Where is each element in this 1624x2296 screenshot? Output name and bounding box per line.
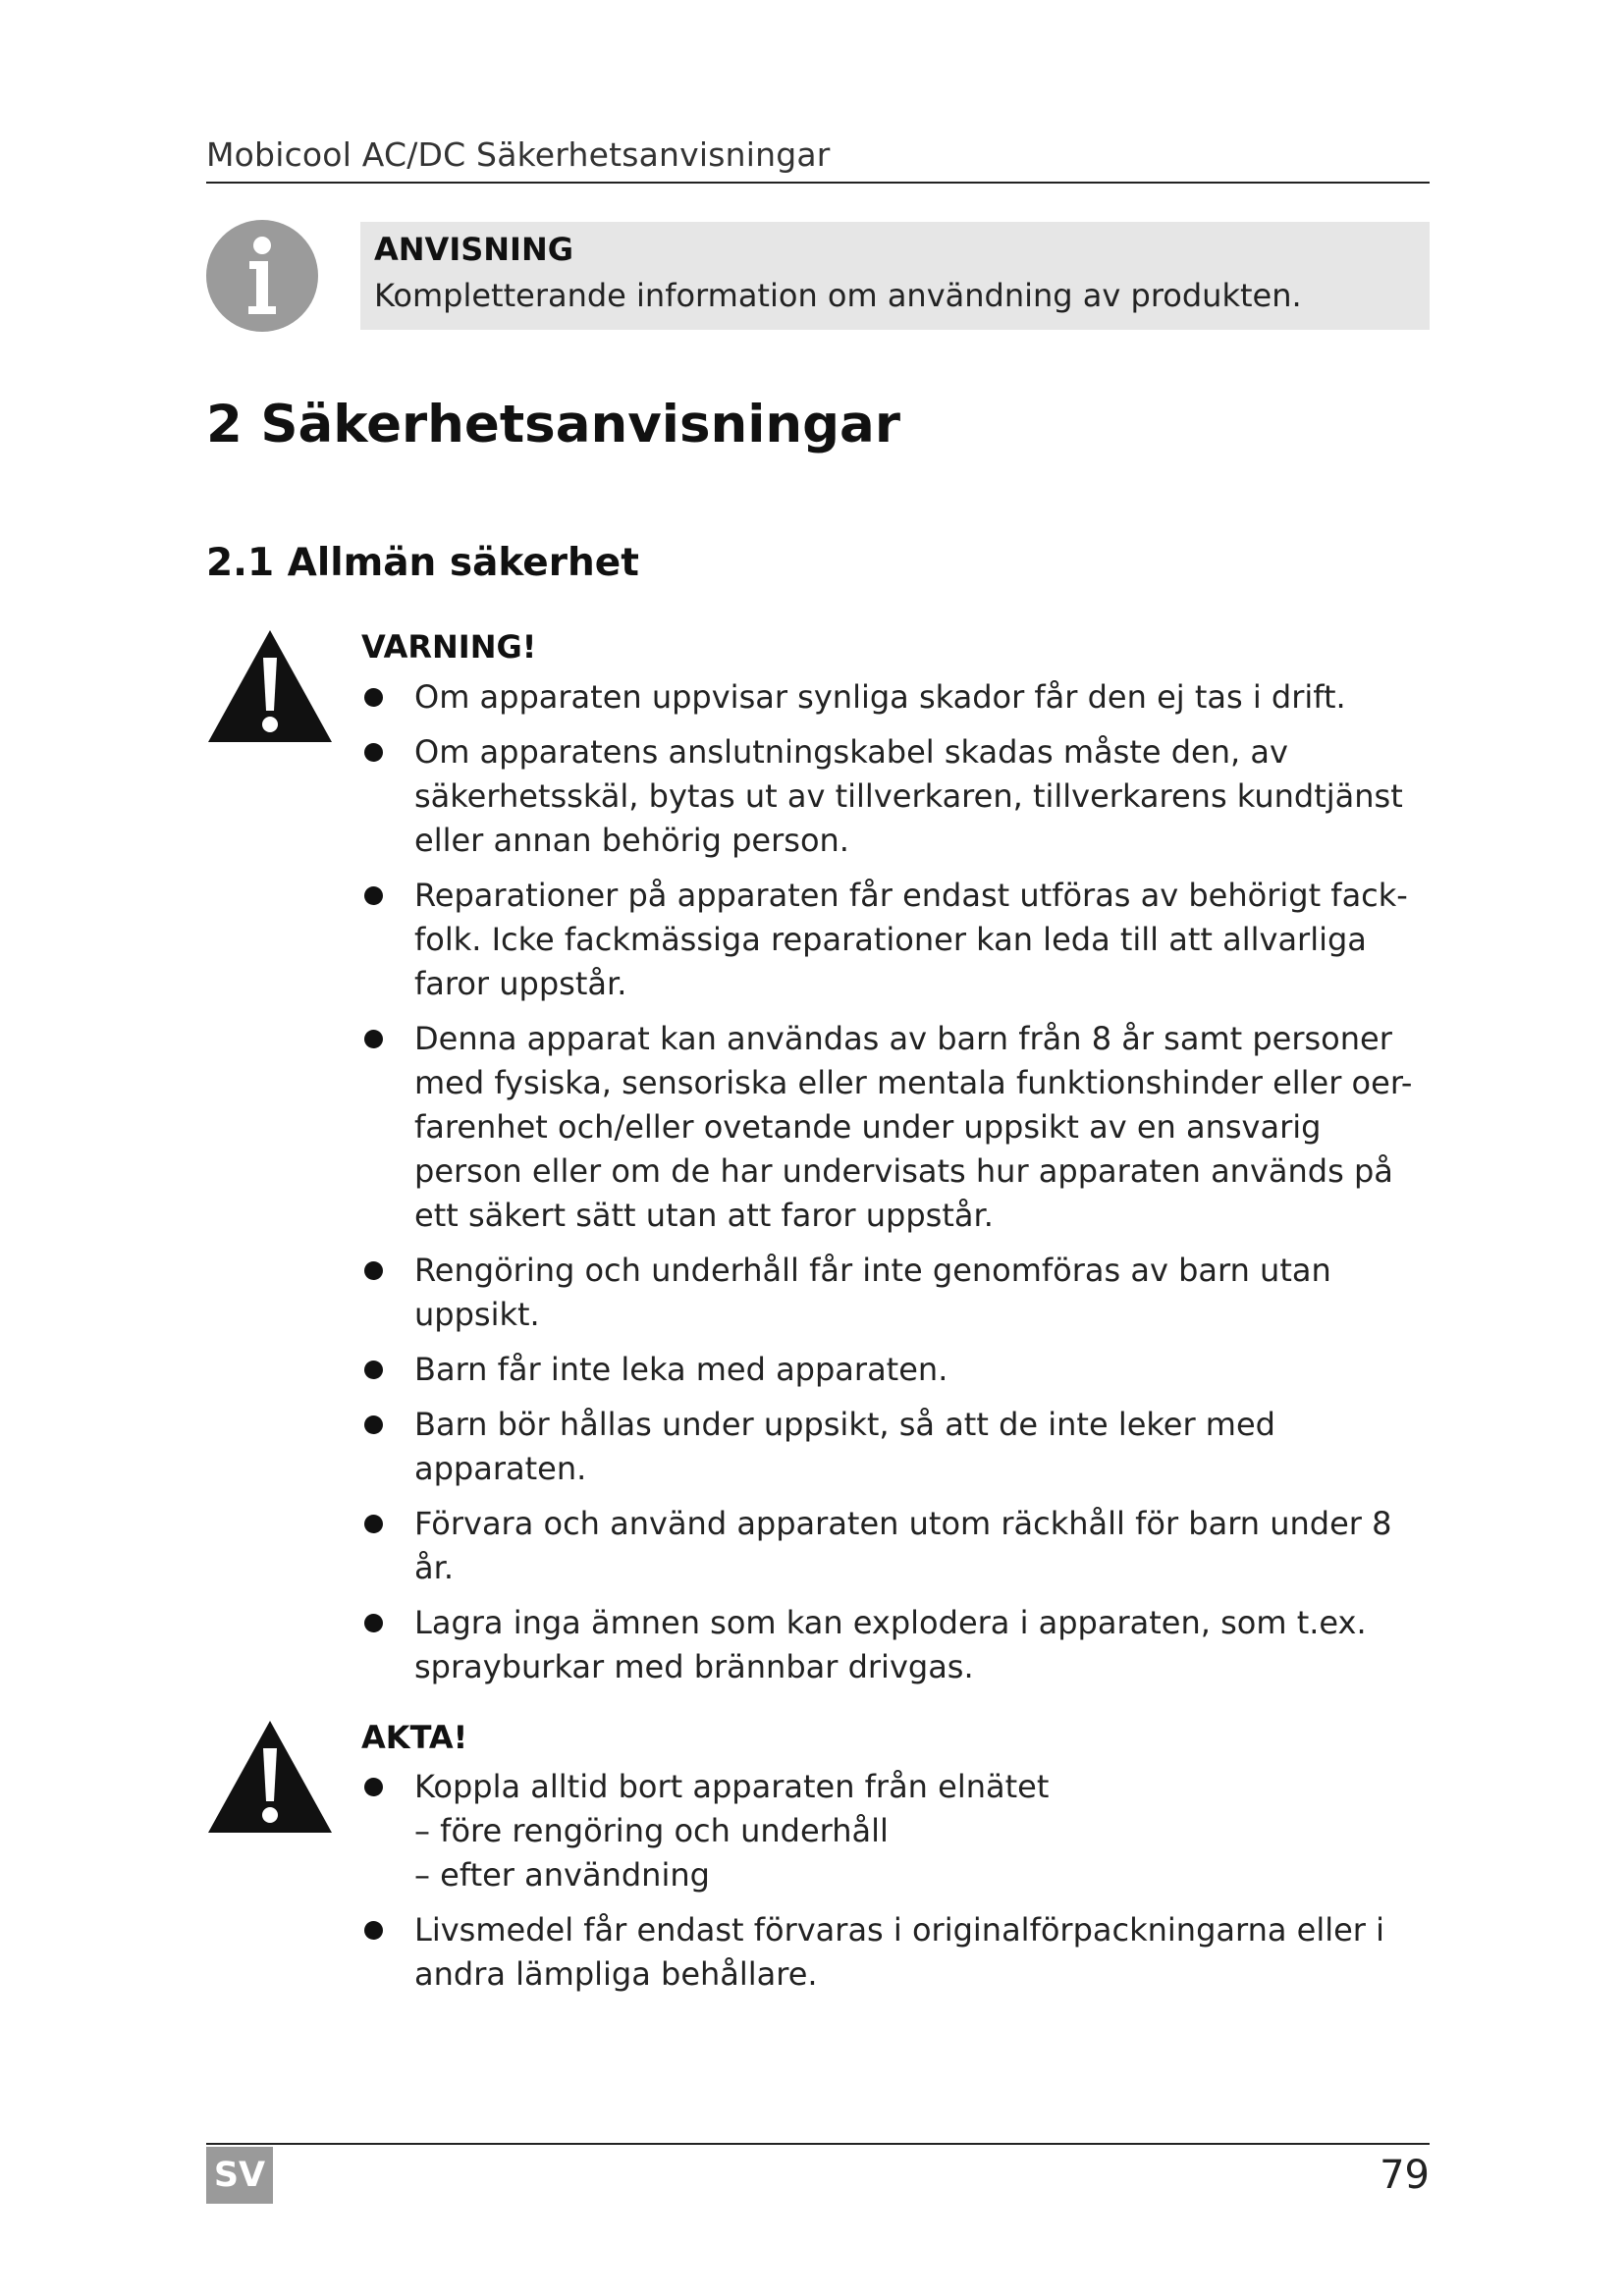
list-item <box>361 1502 1432 1590</box>
list-item-text: Denna apparat kan användas av barn från 8 år samt personer med fysiska, sensoriska eller mentala funktionshinder eller oer-farenhet och/eller ovetande under uppsikt av en ansvarig person eller om de har undervisats hur apparaten används på ett säkert sätt utan att faror uppstår. <box>414 1020 1413 1234</box>
bullet-icon <box>364 1921 383 1940</box>
list-item-text: Om apparaten uppvisar synliga skador får den ej tas i drift. <box>414 678 1346 716</box>
list-item-text: Koppla alltid bort apparaten från elnätet – före rengöring och underhåll – efter användning <box>414 1768 1050 1894</box>
language-badge: SV <box>206 2147 273 2204</box>
bullet-icon <box>364 1778 383 1796</box>
list-item-text: Barn bör hållas under uppsikt, så att de inte leker med apparaten. <box>414 1406 1275 1487</box>
bullet-icon <box>364 1515 383 1533</box>
list-item-text: Förvara och använd apparaten utom räckhåll för barn under 8 år. <box>414 1505 1392 1586</box>
bullet-icon <box>364 1261 383 1280</box>
list-item <box>361 1908 1432 1997</box>
list-item <box>361 874 1432 1006</box>
list-item <box>361 730 1432 863</box>
bullet-icon <box>364 1030 383 1048</box>
caution-label: AKTA! <box>361 1719 468 1756</box>
list-item <box>361 1765 1432 1897</box>
list-item <box>361 675 1432 720</box>
header-title: Mobicool AC/DC Säkerhetsanvisningar <box>206 135 831 174</box>
list-item <box>361 1348 1432 1392</box>
list-item <box>361 1601 1432 1689</box>
info-icon <box>206 220 318 332</box>
list-item-text: Rengöring och underhåll får inte genomföras av barn utan uppsikt. <box>414 1252 1331 1333</box>
caution-list <box>361 1765 1432 2007</box>
bullet-icon <box>364 743 383 762</box>
list-item <box>361 1403 1432 1491</box>
header-rule <box>206 182 1430 184</box>
section-title: 2.1 Allmän säkerhet <box>206 541 639 585</box>
bullet-icon <box>364 886 383 905</box>
note-text: Kompletterande information om användning av produkten. <box>374 277 1302 314</box>
note-box <box>360 222 1430 330</box>
footer-rule <box>206 2143 1430 2145</box>
bullet-icon <box>364 1415 383 1434</box>
warning-triangle-icon <box>206 1719 334 1835</box>
bullet-icon <box>364 1614 383 1632</box>
warning-triangle-icon <box>206 628 334 744</box>
list-item <box>361 1017 1432 1238</box>
warning-label: VARNING! <box>361 628 537 666</box>
warning-list <box>361 675 1432 1700</box>
list-item <box>361 1249 1432 1337</box>
bullet-icon <box>364 1361 383 1379</box>
list-item-text: Reparationer på apparaten får endast utföras av behörigt fack-folk. Icke fackmässiga reparationer kan leda till att allvarliga faror uppstår. <box>414 877 1408 1002</box>
list-item-text: Livsmedel får endast förvaras i originalförpackningarna eller i andra lämpliga behållare. <box>414 1911 1385 1993</box>
chapter-title: 2 Säkerhetsanvisningar <box>206 395 900 454</box>
list-item-text: Barn får inte leka med apparaten. <box>414 1351 948 1388</box>
bullet-icon <box>364 688 383 707</box>
list-item-text: Lagra inga ämnen som kan explodera i apparaten, som t.ex. sprayburkar med brännbar drivgas. <box>414 1604 1367 1685</box>
page-number: 79 <box>1380 2153 1430 2198</box>
list-item-text: Om apparatens anslutningskabel skadas måste den, av säkerhetsskäl, bytas ut av tillverkaren, tillverkarens kundtjänst eller annan behörig person. <box>414 733 1403 859</box>
note-heading: ANVISNING <box>374 231 573 268</box>
